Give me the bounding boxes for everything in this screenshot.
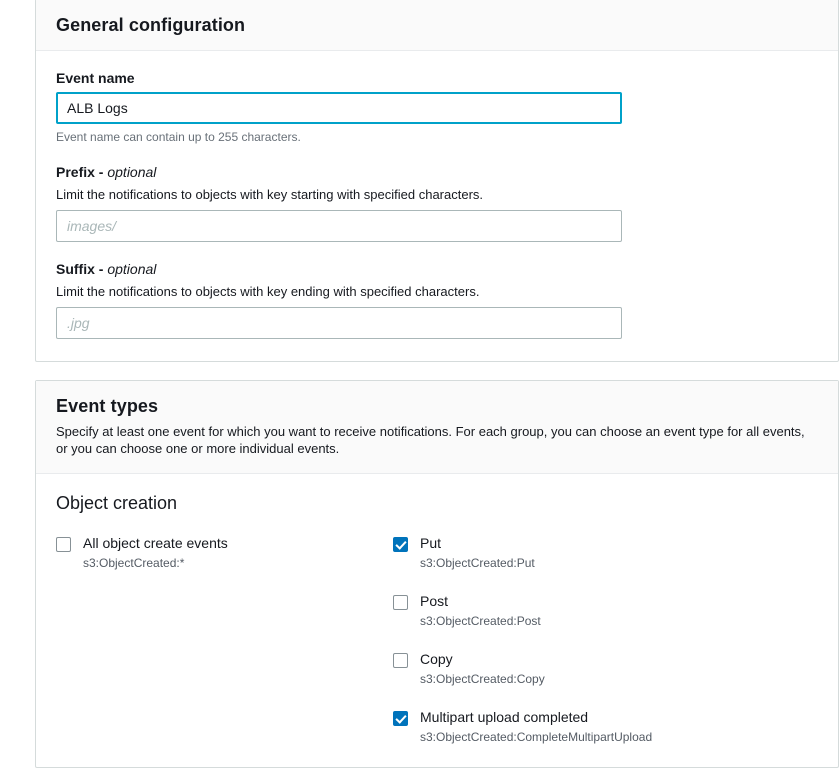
checkbox-icon-post[interactable] bbox=[393, 595, 408, 610]
prefix-label-text: Prefix - bbox=[56, 164, 108, 180]
prefix-input[interactable] bbox=[56, 210, 622, 242]
checkbox-label-multipart-upload-completed: Multipart upload completed bbox=[420, 709, 589, 725]
suffix-label-text: Suffix - bbox=[56, 261, 108, 277]
general-configuration-body bbox=[36, 51, 838, 361]
checkbox-label-post: Post bbox=[420, 593, 449, 609]
object-creation-individual-column bbox=[393, 534, 818, 745]
checkbox-text-copy bbox=[420, 650, 545, 687]
checkbox-copy[interactable] bbox=[393, 650, 818, 687]
event-types-body bbox=[36, 474, 838, 767]
checkbox-label-all-object-create-events: All object create events bbox=[83, 535, 228, 551]
checkbox-label-copy: Copy bbox=[420, 651, 453, 667]
checkbox-label-put: Put bbox=[420, 535, 442, 551]
checkbox-sublabel-post: s3:ObjectCreated:Post bbox=[420, 614, 541, 628]
checkbox-sublabel-copy: s3:ObjectCreated:Copy bbox=[420, 672, 545, 686]
suffix-label bbox=[56, 260, 818, 278]
prefix-optional-text: optional bbox=[107, 164, 157, 180]
checkbox-multipart-upload-completed[interactable] bbox=[393, 708, 818, 745]
event-types-title: Event types bbox=[56, 396, 159, 416]
object-creation-title: Object creation bbox=[56, 493, 178, 513]
prefix-field bbox=[56, 163, 818, 242]
event-types-description: Specify at least one event for which you want to receive notifications. For each group, you can choose an event type for all events, or you can choose one or more individual events. bbox=[56, 424, 805, 456]
checkbox-sublabel-all-object-create-events: s3:ObjectCreated:* bbox=[83, 556, 185, 570]
prefix-description: Limit the notifications to objects with key starting with specified characters. bbox=[56, 187, 484, 202]
checkbox-text-post bbox=[420, 592, 541, 629]
checkbox-all-object-create-events[interactable] bbox=[56, 534, 393, 571]
checkbox-icon-put[interactable] bbox=[393, 537, 408, 552]
general-configuration-card bbox=[35, 0, 839, 362]
object-creation-checkbox-grid bbox=[56, 534, 818, 745]
suffix-description: Limit the notifications to objects with key ending with specified characters. bbox=[56, 284, 480, 299]
checkbox-text-put bbox=[420, 534, 535, 571]
general-configuration-header bbox=[36, 0, 838, 51]
checkbox-sublabel-put: s3:ObjectCreated:Put bbox=[420, 556, 535, 570]
checkbox-icon-copy[interactable] bbox=[393, 653, 408, 668]
object-creation-all-column bbox=[56, 534, 393, 745]
checkbox-icon-all-object-create-events[interactable] bbox=[56, 537, 71, 552]
checkbox-text-multipart-upload-completed bbox=[420, 708, 652, 745]
checkbox-sublabel-multipart-upload-completed: s3:ObjectCreated:CompleteMultipartUpload bbox=[420, 730, 653, 744]
event-name-hint: Event name can contain up to 255 characters. bbox=[56, 130, 301, 144]
checkbox-icon-multipart-upload-completed[interactable] bbox=[393, 711, 408, 726]
event-types-header bbox=[36, 381, 838, 474]
checkbox-put[interactable] bbox=[393, 534, 818, 571]
general-configuration-title: General configuration bbox=[56, 15, 246, 35]
checkbox-post[interactable] bbox=[393, 592, 818, 629]
event-name-label: Event name bbox=[56, 70, 135, 86]
suffix-field bbox=[56, 260, 818, 339]
suffix-optional-text: optional bbox=[107, 261, 157, 277]
suffix-input[interactable] bbox=[56, 307, 622, 339]
checkbox-text-all-object-create-events bbox=[83, 534, 228, 571]
event-types-card bbox=[35, 380, 839, 768]
event-name-field bbox=[56, 69, 818, 145]
prefix-label bbox=[56, 163, 818, 181]
event-name-input[interactable] bbox=[56, 92, 622, 124]
